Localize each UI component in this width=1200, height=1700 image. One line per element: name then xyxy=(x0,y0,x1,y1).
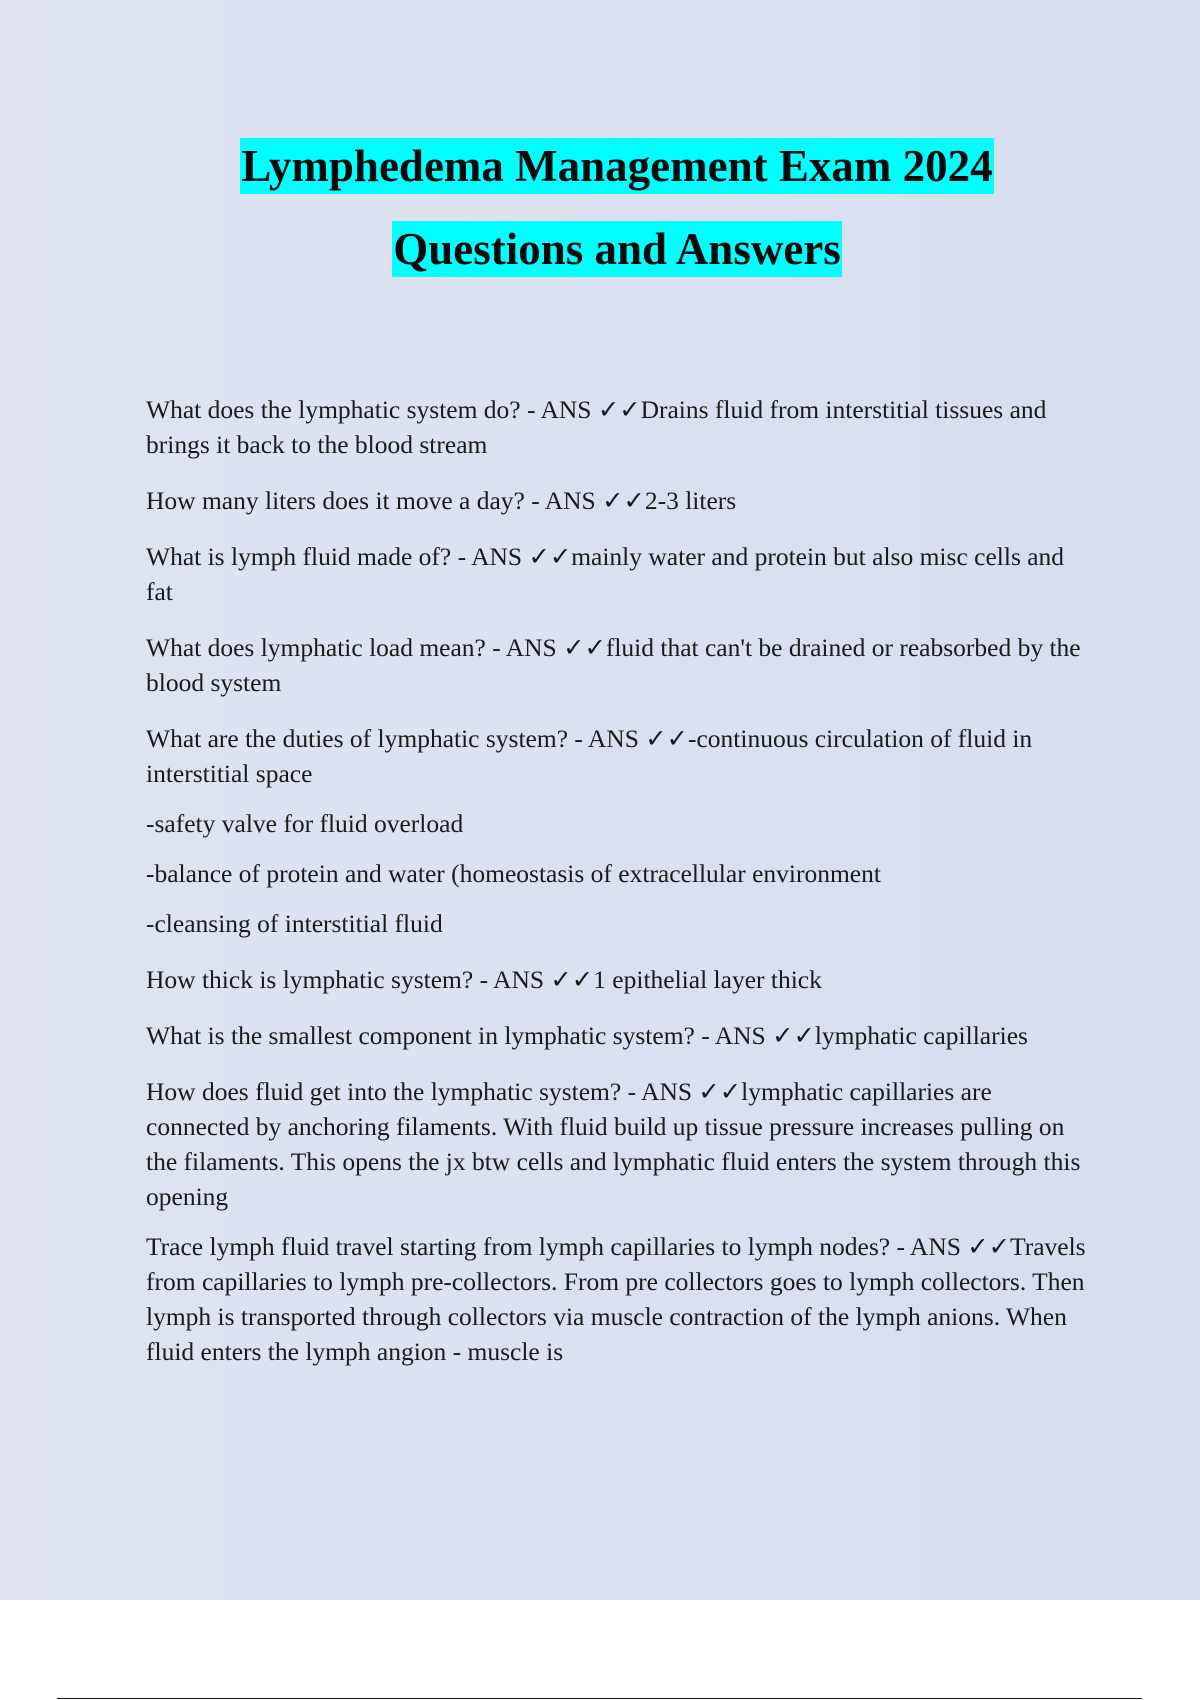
answer-marker: ANS ✓✓ xyxy=(540,395,641,424)
duty-list-item: -cleansing of interstitial fluid xyxy=(146,909,443,938)
duty-list-item: -safety valve for fluid overload xyxy=(146,809,464,838)
answer-marker: ANS ✓✓ xyxy=(909,1232,1011,1261)
qa-item xyxy=(146,1074,1096,1214)
answer-text: 2-3 liters xyxy=(644,486,737,515)
answer-marker: ANS ✓✓ xyxy=(544,486,645,515)
qa-content xyxy=(146,392,1096,1390)
answer-marker: ANS ✓✓ xyxy=(587,724,688,753)
question-text: What is lymph fluid made of? - xyxy=(146,542,472,571)
title-line-1: Lymphedema Management Exam 2024 xyxy=(240,138,993,194)
question-text: Trace lymph fluid travel starting from lymph capillaries to lymph nodes? - xyxy=(146,1232,910,1261)
document-title xyxy=(0,138,1200,304)
qa-item xyxy=(146,1229,1096,1369)
answer-text: mainly water and protein but also misc cells and fat xyxy=(146,542,1065,606)
answer-text: Travels from capillaries to lymph pre-collectors. From pre collectors goes to lymph collectors. Then lymph is transported through collectors via muscle contraction of the lymph anions. When fluid enters the lymph angion - muscle is xyxy=(146,1232,1086,1366)
answer-text: 1 epithelial layer thick xyxy=(593,965,822,994)
qa-item xyxy=(146,539,1096,609)
question-text: What does lymphatic load mean? - xyxy=(146,633,506,662)
question-text: How many liters does it move a day? - xyxy=(146,486,545,515)
answer-marker: ANS ✓✓ xyxy=(714,1021,815,1050)
answer-text: -continuous circulation of fluid in interstitial space xyxy=(146,724,1033,788)
question-text: What is the smallest component in lymphatic system? - xyxy=(146,1021,715,1050)
qa-item xyxy=(146,962,1096,997)
answer-marker: ANS ✓✓ xyxy=(505,633,606,662)
title-line-2: Questions and Answers xyxy=(392,221,842,277)
question-text: How thick is lymphatic system? - xyxy=(146,965,494,994)
answer-text: Drains fluid from interstitial tissues and brings it back to the blood stream xyxy=(146,395,1047,459)
answer-marker: ANS ✓✓ xyxy=(641,1077,742,1106)
qa-item xyxy=(146,392,1096,462)
question-text: What are the duties of lymphatic system? - xyxy=(146,724,588,753)
duty-list-item: -balance of protein and water (homeostasis of extracellular environment xyxy=(146,859,881,888)
answer-marker: ANS ✓✓ xyxy=(493,965,594,994)
qa-item xyxy=(146,483,1096,518)
answer-text: lymphatic capillaries are connected by anchoring filaments. With fluid build up tissue pressure increases pulling on the filaments. This opens the jx btw cells and lymphatic fluid enters the system through this opening xyxy=(146,1077,1081,1211)
answer-marker: ANS ✓✓ xyxy=(471,542,572,571)
answer-text: fluid that can't be drained or reabsorbed by the blood system xyxy=(146,633,1081,697)
answer-text: lymphatic capillaries xyxy=(814,1021,1028,1050)
qa-item xyxy=(146,630,1096,700)
qa-item xyxy=(146,1018,1096,1053)
footer-divider xyxy=(57,1698,1142,1699)
qa-item xyxy=(146,721,1096,791)
question-text: What does the lymphatic system do? - xyxy=(146,395,541,424)
question-text: How does fluid get into the lymphatic system? - xyxy=(146,1077,642,1106)
